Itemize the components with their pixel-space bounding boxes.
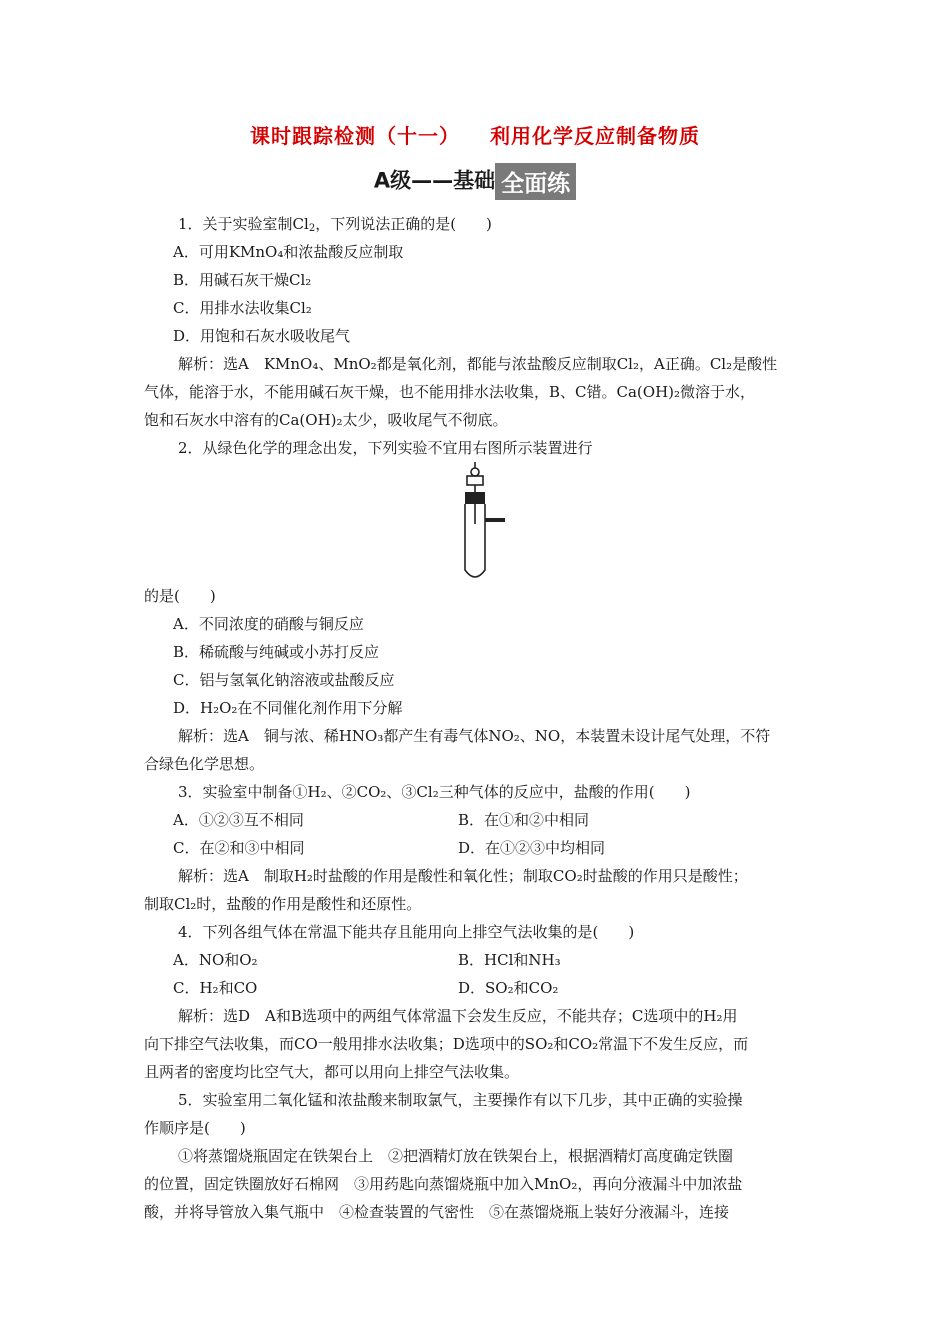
q3-explanation-line1: 解析：选A 制取H₂时盐酸的作用是酸性和氧化性；制取CO₂时盐酸的作用只是酸性； (178, 867, 748, 885)
q1-option-a: A．可用KMnO₄和浓盐酸反应制取 (173, 243, 404, 261)
q5-steps-line1: ①将蒸馏烧瓶固定在铁架台上 ②把酒精灯放在铁架台上，根据酒精灯高度确定铁圈 (178, 1147, 734, 1165)
q1-option-c: C．用排水法收集Cl₂ (173, 299, 312, 317)
q1-explanation-line1: 解析：选A KMnO₄、MnO₂都是氧化剂，都能与浓盐酸反应制取Cl₂，A正确。Cl₂是酸性 (178, 355, 778, 373)
q2-option-d: D．H₂O₂在不同催化剂作用下分解 (173, 699, 403, 717)
level-dash: —— (411, 168, 454, 193)
q2-explanation-line1: 解析：选A 铜与浓、稀HNO₃都产生有毒气体NO₂、NO，本装置未设计尾气处理，不符 (178, 727, 771, 745)
q4-option-a: A．NO和O₂ (173, 951, 258, 969)
q5-steps-line3: 酸，并将导管放入集气瓶中 ④检查装置的气密性 ⑤在蒸馏烧瓶上装好分液漏斗，连接 (144, 1203, 730, 1221)
q3-option-a: A．①②③互不相同 (173, 811, 304, 829)
q2-stem-continued: 的是( ) (144, 587, 216, 605)
level-boxed-label: 全面练 (495, 163, 576, 200)
q1-explanation-line2: 气体，能溶于水，不能用碱石灰干燥，也不能用排水法收集，B、C错。Ca(OH)₂微溶于水， (144, 383, 756, 401)
q4-stem: 4．下列各组气体在常温下能共存且能用向上排空气法收集的是( ) (178, 923, 635, 941)
q2-explanation-line2: 合绿色化学思想。 (144, 755, 265, 773)
level-prefix: A级 (373, 168, 412, 193)
test-tube-apparatus-icon (455, 462, 535, 582)
q2-option-a: A．不同浓度的硝酸与铜反应 (173, 615, 364, 633)
title-topic: 利用化学反应制备物质 (490, 124, 700, 148)
q4-explanation-line2: 向下排空气法收集，而CO一般用排水法收集；D选项中的SO₂和CO₂常温下不发生反应，而 (144, 1035, 749, 1053)
q1-stem: 1．关于实验室制$Cl_2$，下列说法正确的是( ) (178, 215, 492, 234)
q1-explanation-line3: 饱和石灰水中溶有的Ca(OH)₂太少，吸收尾气不彻底。 (144, 411, 508, 429)
q2-option-c: C．铝与氢氧化钠溶液或盐酸反应 (173, 671, 395, 689)
q2-option-b: B．稀硫酸与纯碱或小苏打反应 (173, 643, 380, 661)
q3-option-c: C．在②和③中相同 (173, 839, 305, 857)
level-heading (0, 163, 950, 200)
q5-stem-line1: 5．实验室用二氧化锰和浓盐酸来制取氯气，主要操作有以下几步，其中正确的实验操 (178, 1091, 743, 1109)
q1-option-d: D．用饱和石灰水吸收尾气 (173, 327, 351, 345)
q4-option-d: D．SO₂和CO₂ (458, 979, 559, 997)
q1-option-b: B．用碱石灰干燥Cl₂ (173, 271, 312, 289)
q2-stem: 2．从绿色化学的理念出发，下列实验不宜用右图所示装置进行 (178, 439, 593, 457)
q5-stem-line2: 作顺序是( ) (144, 1119, 246, 1137)
q3-option-d: D．在①②③中均相同 (458, 839, 606, 857)
level-label: 基础 (453, 168, 496, 193)
q4-explanation-line1: 解析：选D A和B选项中的两组气体常温下会发生反应，不能共存；C选项中的H₂用 (178, 1007, 738, 1025)
q3-explanation-line2: 制取Cl₂时，盐酸的作用是酸性和还原性。 (144, 895, 422, 913)
q3-stem: 3．实验室中制备①H₂、②CO₂、③Cl₂三种气体的反应中，盐酸的作用( ) (178, 783, 691, 801)
document-title (0, 120, 950, 149)
q5-steps-line2: 的位置，固定铁圈放好石棉网 ③用药匙向蒸馏烧瓶中加入MnO₂，再向分液漏斗中加浓盐 (144, 1175, 743, 1193)
title-main: 课时跟踪检测（十一） (250, 124, 460, 148)
q3-option-b: B．在①和②中相同 (458, 811, 590, 829)
q4-explanation-line3: 且两者的密度均比空气大，都可以用向上排空气法收集。 (144, 1063, 520, 1081)
q4-option-c: C．H₂和CO (173, 979, 258, 997)
q4-option-b: B．HCl和NH₃ (458, 951, 561, 969)
